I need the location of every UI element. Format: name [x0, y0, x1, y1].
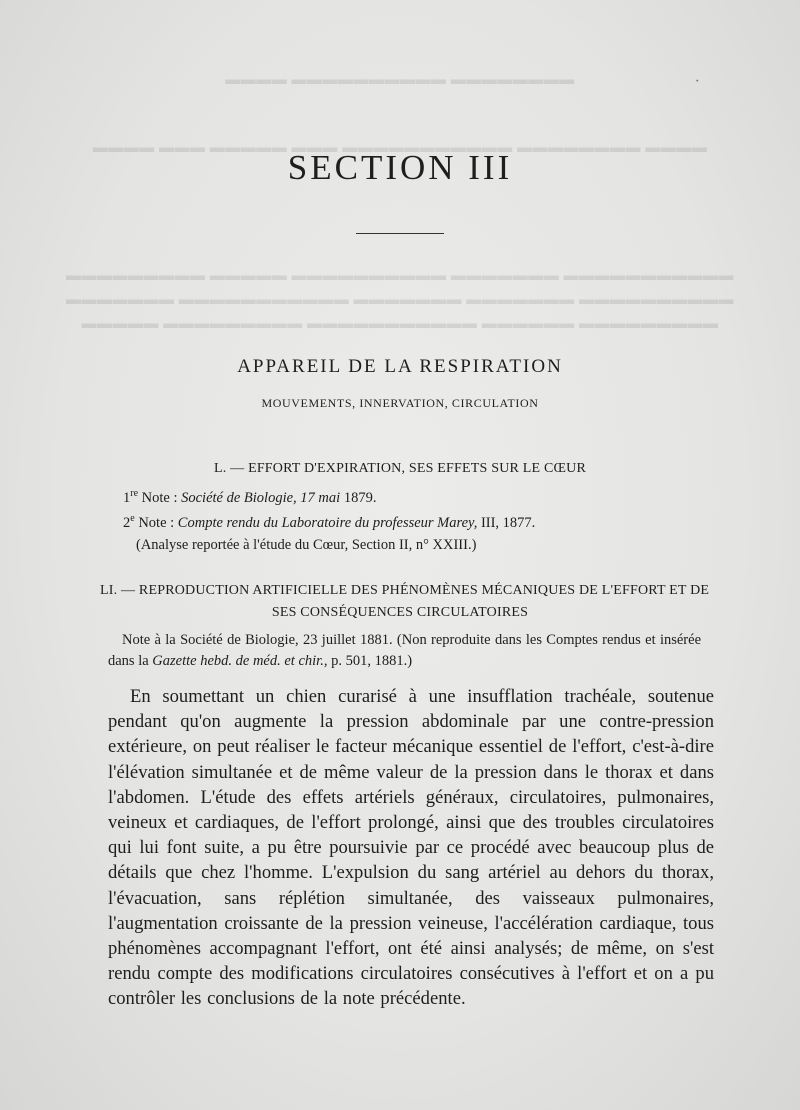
- note-prefix: Note :: [134, 514, 178, 531]
- body-paragraph: [108, 684, 714, 1012]
- note-number: 2: [123, 514, 131, 531]
- note-superscript: re: [130, 488, 139, 499]
- entry-li-title: [100, 580, 710, 624]
- section-title: SECTION III: [287, 148, 513, 187]
- show-through-texture: ▬▬▬▬ ▬▬▬▬▬▬▬▬▬▬ ▬▬▬▬▬▬▬▬: [225, 72, 575, 88]
- note-suffix: 1879.: [340, 489, 377, 506]
- note-text-end: p. 501, 1881.): [327, 653, 413, 669]
- note-suffix: III, 1877.: [477, 514, 536, 531]
- note-text: Note à la Société de Biologie, 23 juillet 1881. (Non reproduite dans les Comptes rendus et insérée dans la: [108, 632, 701, 669]
- entry-l-title: L. — EFFORT D'EXPIRATION, SES EFFETS SUR LE CŒUR: [214, 461, 586, 476]
- entry-li-note: [108, 630, 701, 672]
- entry-l-note-1: [123, 488, 376, 507]
- show-through-texture: ▬▬▬▬ ▬▬▬ ▬▬▬▬▬ ▬▬▬ ▬▬▬▬▬▬▬▬▬▬▬ ▬▬▬▬▬▬▬▬ ▬▬▬▬: [92, 140, 708, 156]
- chapter-subheading: MOUVEMENTS, INNERVATION, CIRCULATION: [261, 396, 539, 410]
- note-source: Compte rendu du Laboratoire du professeur Marey,: [177, 514, 478, 531]
- page-mark: ·: [694, 73, 700, 90]
- entry-l-analysis-ref: (Analyse reportée à l'étude du Cœur, Section II, n° XXIII.): [136, 537, 477, 553]
- show-through-texture: ▬▬▬▬▬▬▬▬▬ ▬▬▬▬▬ ▬▬▬▬▬▬▬▬▬▬ ▬▬▬▬▬▬▬ ▬▬▬▬▬▬▬▬▬▬▬: [66, 268, 734, 284]
- show-through-texture: ▬▬▬▬▬ ▬▬▬▬▬▬▬▬▬ ▬▬▬▬▬▬▬▬▬▬▬ ▬▬▬▬▬▬ ▬▬▬▬▬▬▬▬▬: [81, 316, 719, 332]
- note-prefix: Note :: [138, 489, 182, 506]
- show-through-texture: ▬▬▬▬▬▬▬ ▬▬▬▬▬▬▬▬▬▬▬ ▬▬▬▬▬▬▬ ▬▬▬▬▬▬▬ ▬▬▬▬▬▬▬▬▬▬: [66, 292, 734, 308]
- body-text: En soumettant un chien curarisé à une insufflation trachéale, soutenue pendant qu'on augmente la pression abdominale par une contre-pression extérieure, on peut réaliser le facteur mécanique essentiel de l'effort, c'est-à-dire l'élévation simultanée et de même valeur de la pression dans le thorax et dans l'abdomen. L'étude des effets artériels généraux, circulatoires, pulmonaires, veineux et cardiaques, de l'effort prolongé, ainsi que des troubles circulatoires qui lui font suite, a pu être poursuivie par ce procédé avec beaucoup plus de détails que chez l'homme. L'expulsion du sang artériel au dehors du thorax, l'évacuation, sans réplétion simultanée, des vaisseaux pulmonaires, l'augmentation croissante de la pression veineuse, l'accélération cardiaque, tous phénomènes accompagnant l'effort, ont été ainsi analysés; de même, on s'est rendu compte des modifications circulatoires consécutives à l'effort et on a pu contrôler les conclusions de la note précédente.: [108, 686, 714, 1010]
- entry-li-title-line-1: LI. — REPRODUCTION ARTIFICIELLE DES PHÉNOMÈNES MÉCANIQUES DE L'EFFORT ET DE: [100, 583, 710, 598]
- note-source: Société de Biologie, 17 mai: [181, 489, 341, 506]
- note-source: Gazette hebd. de méd. et chir.,: [152, 653, 328, 669]
- note-number: 1: [123, 489, 131, 506]
- title-divider: [356, 233, 444, 234]
- note-superscript: e: [130, 513, 135, 524]
- chapter-heading: APPAREIL DE LA RESPIRATION: [237, 356, 563, 377]
- entry-li-title-line-2: SES CONSÉQUENCES CIRCULATOIRES: [271, 605, 529, 620]
- entry-l-note-2: [123, 513, 535, 532]
